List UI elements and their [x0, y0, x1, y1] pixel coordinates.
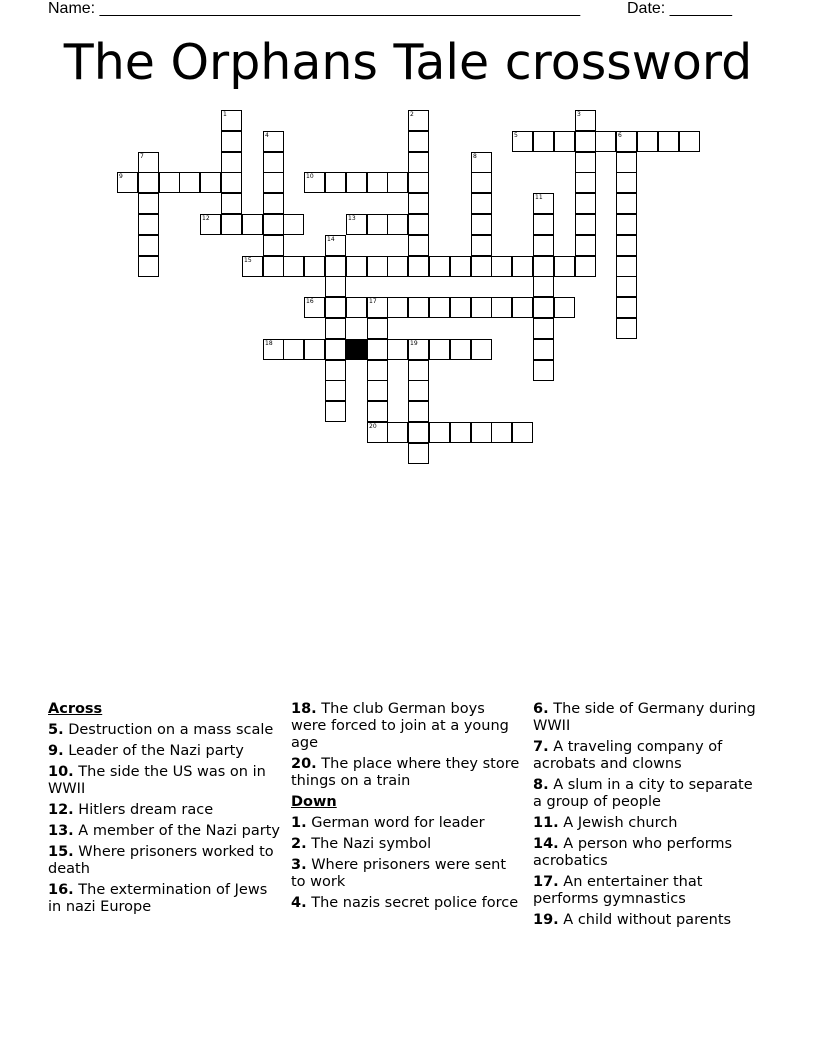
grid-cell[interactable] — [512, 297, 533, 318]
clue-across-18 — [291, 701, 523, 752]
grid-cell[interactable] — [554, 297, 575, 318]
grid-cell[interactable] — [387, 256, 408, 277]
grid-cell[interactable] — [387, 172, 408, 193]
grid-cell[interactable] — [512, 256, 533, 277]
grid-cell[interactable] — [138, 214, 159, 235]
grid-cell[interactable] — [221, 214, 242, 235]
clue-text: Destruction on a mass scale — [68, 722, 274, 738]
grid-cell[interactable] — [367, 422, 388, 443]
grid-cell[interactable] — [533, 193, 554, 214]
grid-cell[interactable] — [616, 297, 637, 318]
grid-cell[interactable] — [491, 422, 512, 443]
grid-cell[interactable] — [533, 276, 554, 297]
grid-cell[interactable] — [408, 214, 429, 235]
grid-cell[interactable] — [616, 235, 637, 256]
grid-cell[interactable] — [471, 152, 492, 173]
grid-cell[interactable] — [450, 422, 471, 443]
cell-number: 3 — [577, 111, 581, 118]
across-heading: Across — [48, 701, 103, 717]
clue-across-12 — [48, 802, 280, 819]
grid-cell[interactable] — [554, 131, 575, 152]
clue-text: The place where they store things on a train — [291, 756, 520, 789]
cell-number: 2 — [410, 111, 414, 118]
grid-cell[interactable] — [575, 214, 596, 235]
clue-text: The nazis secret police force — [311, 895, 519, 911]
clue-column-1 — [48, 701, 280, 920]
grid-cell[interactable] — [200, 214, 221, 235]
grid-cell[interactable] — [325, 401, 346, 422]
clue-across-5 — [48, 722, 280, 739]
grid-cell[interactable] — [367, 214, 388, 235]
clue-across-15 — [48, 844, 280, 878]
grid-cell[interactable] — [325, 297, 346, 318]
grid-cell[interactable] — [138, 152, 159, 173]
grid-cell[interactable] — [408, 152, 429, 173]
grid-cell[interactable] — [658, 131, 679, 152]
grid-cell[interactable] — [263, 152, 284, 173]
grid-cell[interactable] — [346, 172, 367, 193]
grid-cell[interactable] — [408, 297, 429, 318]
grid-cell[interactable] — [408, 422, 429, 443]
grid-cell[interactable] — [263, 235, 284, 256]
clue-text: The side the US was on in WWII — [48, 764, 266, 797]
grid-cell[interactable] — [616, 152, 637, 173]
clue-number: 9. — [48, 743, 64, 759]
grid-cell[interactable] — [533, 297, 554, 318]
grid-cell[interactable] — [616, 172, 637, 193]
clue-across-9 — [48, 743, 280, 760]
clue-across-16 — [48, 882, 280, 916]
cell-number: 18 — [265, 340, 273, 347]
cell-number: 6 — [618, 132, 622, 139]
grid-cell[interactable] — [117, 172, 138, 193]
grid-cell[interactable] — [346, 214, 367, 235]
grid-cell[interactable] — [533, 318, 554, 339]
grid-cell[interactable] — [616, 193, 637, 214]
grid-cell[interactable] — [471, 235, 492, 256]
clue-number: 10. — [48, 764, 74, 780]
grid-cell[interactable] — [138, 235, 159, 256]
grid-cell[interactable] — [387, 339, 408, 360]
cell-number: 14 — [327, 236, 335, 243]
clue-down-14 — [533, 836, 765, 870]
grid-cell[interactable] — [471, 193, 492, 214]
grid-cell[interactable] — [471, 422, 492, 443]
grid-cell[interactable] — [575, 152, 596, 173]
clue-across-20 — [291, 756, 523, 790]
clue-number: 15. — [48, 844, 74, 860]
grid-cell[interactable] — [221, 193, 242, 214]
clue-number: 17. — [533, 874, 559, 890]
grid-cell[interactable] — [575, 193, 596, 214]
clue-text: A traveling company of acrobats and clowns — [533, 739, 723, 772]
grid-cell[interactable] — [221, 172, 242, 193]
cell-number: 19 — [410, 340, 418, 347]
cell-number: 4 — [265, 132, 269, 139]
grid-cell[interactable] — [138, 193, 159, 214]
grid-cell[interactable] — [512, 422, 533, 443]
grid-cell[interactable] — [179, 172, 200, 193]
clue-number: 19. — [533, 912, 559, 928]
grid-cell[interactable] — [450, 339, 471, 360]
clue-number: 16. — [48, 882, 74, 898]
clue-text: The extermination of Jews in nazi Europe — [48, 882, 268, 915]
clue-number: 13. — [48, 823, 74, 839]
grid-cell[interactable] — [408, 380, 429, 401]
clue-number: 7. — [533, 739, 549, 755]
grid-cell[interactable] — [471, 214, 492, 235]
grid-cell[interactable] — [554, 256, 575, 277]
grid-cell[interactable] — [367, 172, 388, 193]
cell-number: 5 — [514, 132, 518, 139]
grid-cell[interactable] — [408, 401, 429, 422]
clue-number: 5. — [48, 722, 64, 738]
grid-cell[interactable] — [346, 256, 367, 277]
clue-down-6 — [533, 701, 765, 735]
grid-cell[interactable] — [616, 131, 637, 152]
clue-text: A slum in a city to separate a group of people — [533, 777, 753, 810]
grid-cell[interactable] — [616, 214, 637, 235]
clue-text: An entertainer that performs gymnastics — [533, 874, 703, 907]
clue-text: The Nazi symbol — [311, 836, 432, 852]
grid-cell[interactable] — [491, 256, 512, 277]
grid-cell[interactable] — [408, 193, 429, 214]
grid-cell[interactable] — [408, 360, 429, 381]
grid-cell[interactable] — [637, 131, 658, 152]
grid-cell[interactable] — [367, 256, 388, 277]
grid-cell[interactable] — [283, 214, 304, 235]
clue-text: A person who performs acrobatics — [533, 836, 733, 869]
date-field[interactable]: Date: _______ — [627, 0, 732, 17]
cell-number: 17 — [369, 298, 377, 305]
clue-text: The club German boys were forced to join at a young age — [291, 701, 509, 751]
grid-cell[interactable] — [533, 256, 554, 277]
grid-cell[interactable] — [263, 256, 284, 277]
clue-down-19 — [533, 912, 765, 929]
grid-cell[interactable] — [304, 297, 325, 318]
grid-cell[interactable] — [471, 339, 492, 360]
grid-cell[interactable] — [325, 318, 346, 339]
grid-cell[interactable] — [429, 339, 450, 360]
clue-number: 18. — [291, 701, 317, 717]
grid-cell[interactable] — [471, 256, 492, 277]
grid-cell[interactable] — [533, 339, 554, 360]
grid-cell[interactable] — [387, 297, 408, 318]
grid-cell[interactable] — [367, 401, 388, 422]
grid-cell[interactable] — [575, 172, 596, 193]
cell-number: 10 — [306, 173, 314, 180]
clue-text: Leader of the Nazi party — [68, 743, 244, 759]
grid-cell[interactable] — [408, 256, 429, 277]
grid-cell[interactable] — [595, 131, 616, 152]
grid-cell[interactable] — [471, 297, 492, 318]
grid-cell[interactable] — [367, 380, 388, 401]
black-square — [346, 339, 367, 360]
grid-cell[interactable] — [242, 256, 263, 277]
grid-cell[interactable] — [283, 339, 304, 360]
grid-cell[interactable] — [575, 110, 596, 131]
clue-across-10 — [48, 764, 280, 798]
clue-down-7 — [533, 739, 765, 773]
grid-cell[interactable] — [408, 110, 429, 131]
cell-number: 16 — [306, 298, 314, 305]
grid-cell[interactable] — [263, 214, 284, 235]
clue-text: Where prisoners were sent to work — [291, 857, 506, 890]
cell-number: 13 — [348, 215, 356, 222]
grid-cell[interactable] — [283, 256, 304, 277]
grid-cell[interactable] — [616, 318, 637, 339]
grid-cell[interactable] — [533, 214, 554, 235]
clue-number: 4. — [291, 895, 307, 911]
grid-cell[interactable] — [367, 339, 388, 360]
clue-down-1 — [291, 815, 523, 832]
grid-cell[interactable] — [408, 131, 429, 152]
clue-number: 20. — [291, 756, 317, 772]
grid-cell[interactable] — [616, 256, 637, 277]
clue-down-3 — [291, 857, 523, 891]
grid-cell[interactable] — [325, 235, 346, 256]
grid-cell[interactable] — [471, 172, 492, 193]
cell-number: 12 — [202, 215, 210, 222]
grid-cell[interactable] — [429, 297, 450, 318]
clue-down-8 — [533, 777, 765, 811]
cell-number: 7 — [140, 153, 144, 160]
grid-cell[interactable] — [533, 360, 554, 381]
grid-cell[interactable] — [408, 443, 429, 464]
clue-down-11 — [533, 815, 765, 832]
crossword-grid — [0, 0, 816, 480]
cell-number: 9 — [119, 173, 123, 180]
grid-cell[interactable] — [263, 339, 284, 360]
clue-text: The side of Germany during WWII — [533, 701, 756, 734]
grid-cell[interactable] — [304, 172, 325, 193]
grid-cell[interactable] — [429, 422, 450, 443]
clue-number: 12. — [48, 802, 74, 818]
name-field[interactable]: Name: ______________________________________________________ — [48, 0, 581, 17]
grid-cell[interactable] — [512, 131, 533, 152]
clue-text: German word for leader — [311, 815, 485, 831]
cell-number: 11 — [535, 194, 543, 201]
clue-down-17 — [533, 874, 765, 908]
grid-cell[interactable] — [533, 235, 554, 256]
grid-cell[interactable] — [242, 214, 263, 235]
page-title: The Orphans Tale crossword — [63, 34, 753, 91]
grid-cell[interactable] — [263, 193, 284, 214]
grid-cell[interactable] — [408, 172, 429, 193]
grid-cell[interactable] — [325, 339, 346, 360]
grid-cell[interactable] — [221, 152, 242, 173]
grid-cell[interactable] — [616, 276, 637, 297]
clue-column-2 — [291, 701, 523, 916]
cell-number: 1 — [223, 111, 227, 118]
grid-cell[interactable] — [367, 318, 388, 339]
grid-cell[interactable] — [325, 172, 346, 193]
grid-cell[interactable] — [408, 339, 429, 360]
clue-number: 14. — [533, 836, 559, 852]
cell-number: 8 — [473, 153, 477, 160]
grid-cell[interactable] — [679, 131, 700, 152]
grid-cell[interactable] — [533, 131, 554, 152]
cell-number: 15 — [244, 257, 252, 264]
grid-cell[interactable] — [450, 256, 471, 277]
grid-cell[interactable] — [387, 422, 408, 443]
grid-cell[interactable] — [263, 131, 284, 152]
grid-cell[interactable] — [450, 297, 471, 318]
grid-cell[interactable] — [221, 131, 242, 152]
grid-cell[interactable] — [575, 131, 596, 152]
cell-number: 20 — [369, 423, 377, 430]
clue-text: Hitlers dream race — [78, 802, 214, 818]
grid-cell[interactable] — [221, 110, 242, 131]
clue-across-13 — [48, 823, 280, 840]
grid-cell[interactable] — [325, 380, 346, 401]
grid-cell[interactable] — [304, 256, 325, 277]
grid-cell[interactable] — [346, 297, 367, 318]
clue-text: A member of the Nazi party — [78, 823, 280, 839]
clue-number: 6. — [533, 701, 549, 717]
grid-cell[interactable] — [304, 339, 325, 360]
grid-cell[interactable] — [575, 235, 596, 256]
grid-cell[interactable] — [367, 297, 388, 318]
grid-cell[interactable] — [159, 172, 180, 193]
grid-cell[interactable] — [325, 256, 346, 277]
grid-cell[interactable] — [491, 297, 512, 318]
grid-cell[interactable] — [387, 214, 408, 235]
grid-cell[interactable] — [325, 360, 346, 381]
grid-cell[interactable] — [200, 172, 221, 193]
grid-cell[interactable] — [138, 256, 159, 277]
clue-number: 8. — [533, 777, 549, 793]
clue-column-3 — [533, 701, 765, 933]
clue-number: 11. — [533, 815, 559, 831]
clue-text: A child without parents — [563, 912, 732, 928]
grid-cell[interactable] — [138, 172, 159, 193]
clue-number: 2. — [291, 836, 307, 852]
clue-down-2 — [291, 836, 523, 853]
clue-number: 3. — [291, 857, 307, 873]
clue-number: 1. — [291, 815, 307, 831]
clue-text: A Jewish church — [563, 815, 678, 831]
grid-cell[interactable] — [367, 360, 388, 381]
grid-cell[interactable] — [575, 256, 596, 277]
clue-text: Where prisoners worked to death — [48, 844, 274, 877]
clue-down-4 — [291, 895, 523, 912]
grid-cell[interactable] — [408, 235, 429, 256]
grid-cell[interactable] — [429, 256, 450, 277]
grid-cell[interactable] — [325, 276, 346, 297]
grid-cell[interactable] — [263, 172, 284, 193]
down-heading: Down — [291, 794, 337, 810]
